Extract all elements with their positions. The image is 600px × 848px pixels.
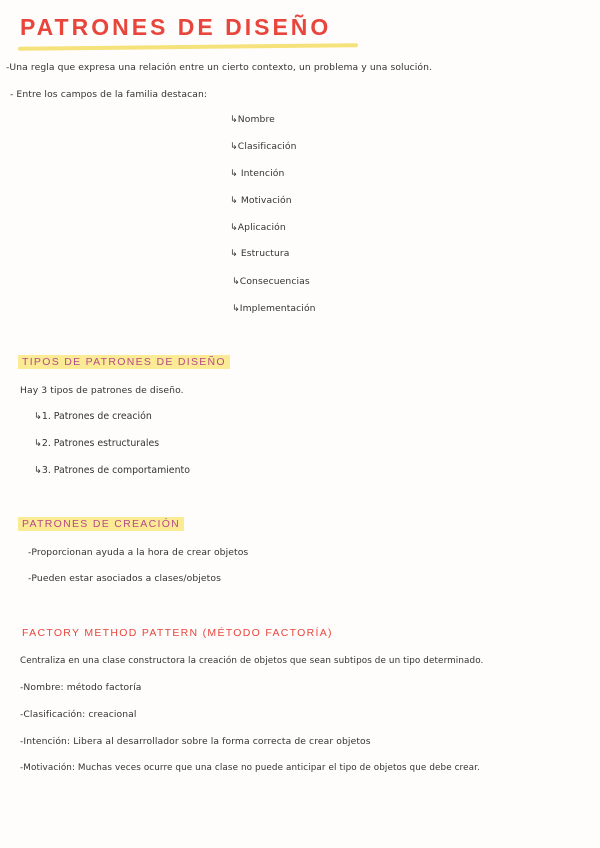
factory-line: -Nombre: método factoría — [20, 682, 142, 693]
factory-line: Centraliza en una clase constructora la creación de objetos que sean subtipos de un tipo determinado. — [20, 656, 484, 666]
field-item: ↳ Motivación — [230, 195, 292, 206]
field-item: ↳Implementación — [232, 303, 316, 314]
factory-line: -Motivación: Muchas veces ocurre que una clase no puede anticipar el tipo de objetos que debe crear. — [20, 763, 480, 773]
field-item: ↳Clasificación — [230, 141, 297, 152]
intro-line-2: - Entre los campos de la familia destacan: — [10, 89, 208, 100]
factory-line: -Clasificación: creacional — [20, 709, 137, 720]
section-heading-tipos: TIPOS DE PATRONES DE DISEÑO — [18, 355, 230, 369]
creacion-item: -Pueden estar asociados a clases/objetos — [28, 573, 221, 584]
field-item: ↳Consecuencias — [232, 276, 310, 287]
page-title: PATRONES DE DISEÑO — [20, 14, 332, 40]
creacion-item: -Proporcionan ayuda a la hora de crear objetos — [28, 547, 249, 558]
tipos-intro: Hay 3 tipos de patrones de diseño. — [20, 385, 184, 396]
section-heading-factory: FACTORY METHOD PATTERN (MÉTODO FACTORÍA) — [22, 627, 333, 639]
tipos-item: ↳1. Patrones de creación — [34, 411, 152, 422]
field-item: ↳Nombre — [230, 114, 275, 125]
factory-line: -Intención: Libera al desarrollador sobre la forma correcta de crear objetos — [20, 736, 371, 747]
title-highlight — [18, 43, 358, 51]
field-item: ↳ Estructura — [230, 248, 290, 259]
tipos-item: ↳3. Patrones de comportamiento — [34, 465, 190, 476]
tipos-item: ↳2. Patrones estructurales — [34, 438, 160, 449]
section-heading-creacion: PATRONES DE CREACIÓN — [18, 517, 184, 531]
intro-line-1: -Una regla que expresa una relación entre un cierto contexto, un problema y una solución. — [6, 62, 433, 73]
field-item: ↳ Intención — [230, 168, 285, 179]
field-item: ↳Aplicación — [230, 222, 286, 233]
